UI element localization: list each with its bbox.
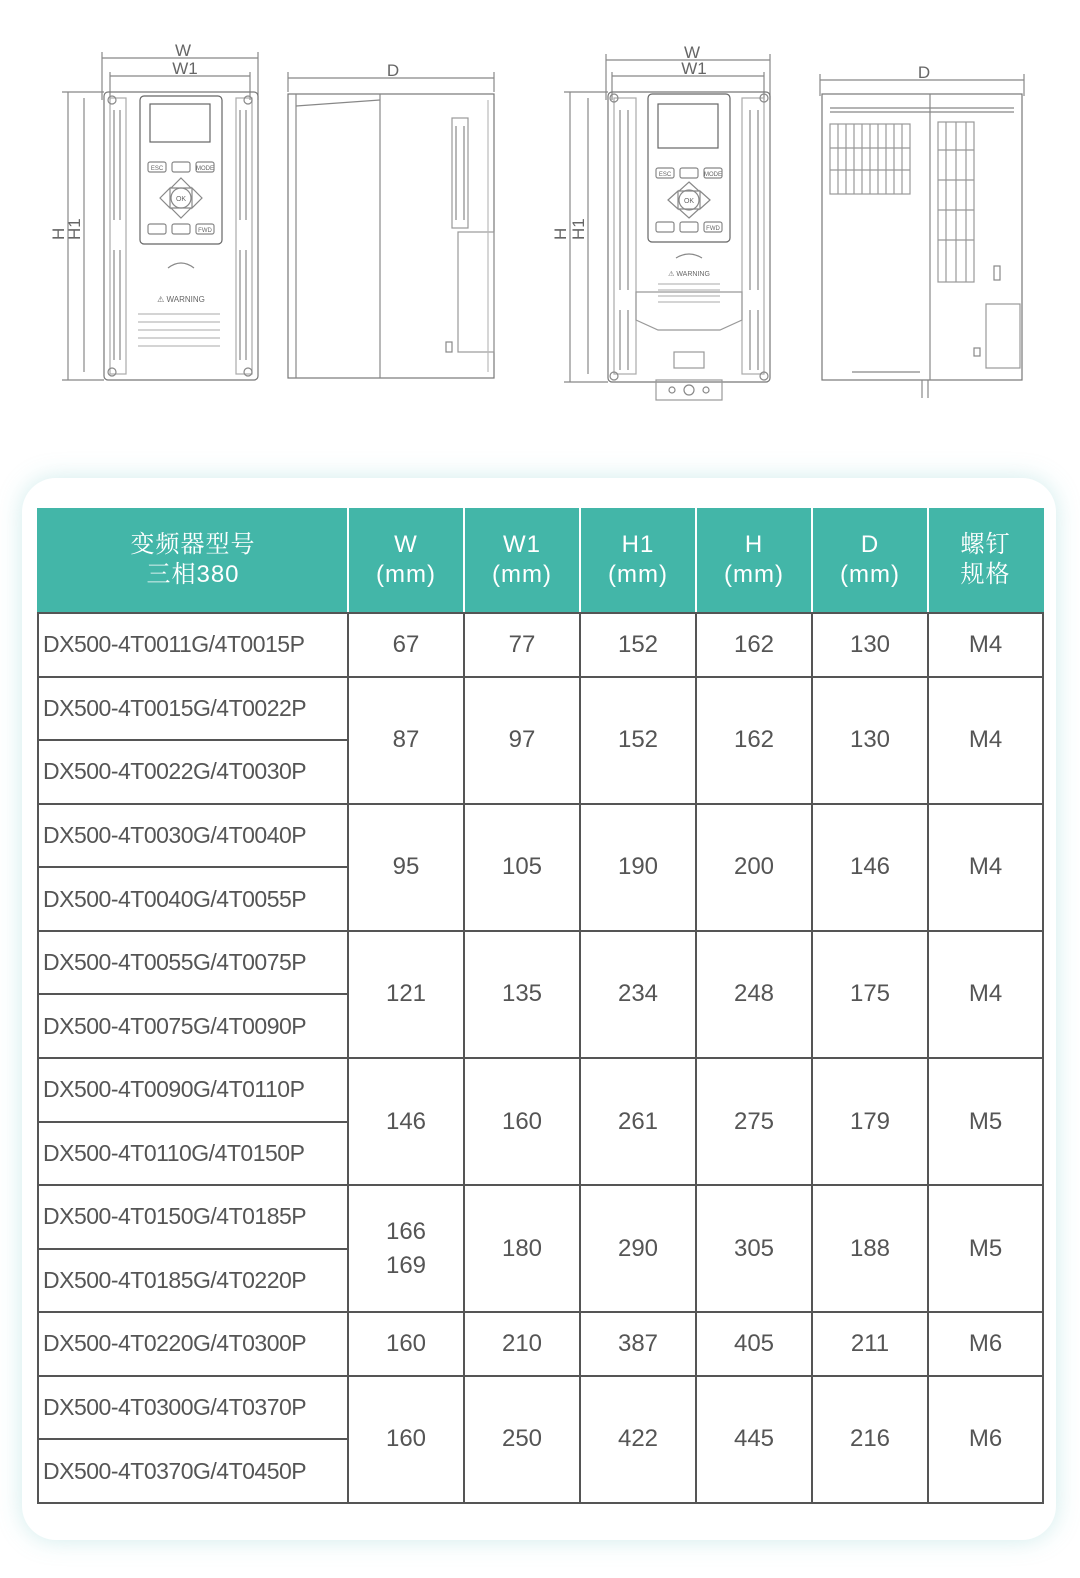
dim-w1-label: W1 — [172, 59, 198, 78]
w-cell — [348, 677, 464, 804]
model-cell: DX500-4T0075G/4T0090P — [38, 994, 348, 1058]
keypad-esc-label-2: ESC — [658, 172, 672, 178]
h-cell: 200 — [696, 804, 812, 931]
w1-cell: 250 — [464, 1376, 580, 1503]
h-cell: 275 — [696, 1058, 812, 1185]
model-cell: DX500-4T0055G/4T0075P — [38, 931, 348, 995]
header-d — [812, 508, 928, 613]
front-view-small — [49, 41, 258, 380]
header-h-line-1: H — [744, 531, 764, 558]
d-cell: 188 — [812, 1185, 928, 1312]
header-model-line-1: 变频器型号 — [130, 531, 256, 558]
w-cell — [348, 1376, 464, 1503]
header-screw-line-1: 螺钉 — [960, 531, 1011, 558]
header-d-line-2: (mm) — [840, 561, 900, 588]
w-value: 166 — [385, 1217, 427, 1245]
header-w1-line-1: W1 — [503, 531, 541, 558]
header-screw-line-2: 规格 — [960, 561, 1011, 588]
h1-cell: 290 — [580, 1185, 696, 1312]
screw-cell: M5 — [928, 1058, 1043, 1185]
h1-cell: 152 — [580, 677, 696, 804]
header-d-line-1: D — [860, 531, 880, 558]
d-cell: 146 — [812, 804, 928, 931]
model-cell: DX500-4T0011G/4T0015P — [38, 613, 348, 677]
d-cell: 175 — [812, 931, 928, 1058]
d-cell: 211 — [812, 1312, 928, 1376]
model-cell: DX500-4T0040G/4T0055P — [38, 867, 348, 931]
dim-h-label: H — [49, 227, 68, 240]
front-view-large — [551, 43, 770, 400]
h-cell: 405 — [696, 1312, 812, 1376]
w-cell — [348, 1312, 464, 1376]
w-cell — [348, 804, 464, 931]
model-cell: DX500-4T0090G/4T0110P — [38, 1058, 348, 1122]
model-cell: DX500-4T0030G/4T0040P — [38, 804, 348, 868]
h-cell: 162 — [696, 677, 812, 804]
w1-cell: 135 — [464, 931, 580, 1058]
dim-h-label-2: H — [551, 227, 570, 240]
h-cell: 248 — [696, 931, 812, 1058]
h1-cell: 261 — [580, 1058, 696, 1185]
w1-cell: 160 — [464, 1058, 580, 1185]
model-cell: DX500-4T0220G/4T0300P — [38, 1312, 348, 1376]
w-value: 87 — [392, 726, 420, 754]
screw-cell: M6 — [928, 1312, 1043, 1376]
w-value: 169 — [385, 1251, 427, 1279]
table-row — [38, 1376, 1043, 1440]
header-w-line-1: W — [394, 531, 418, 558]
header-w1-line-2: (mm) — [492, 561, 552, 588]
header-h1-line-2: (mm) — [608, 561, 668, 588]
w1-cell: 210 — [464, 1312, 580, 1376]
w-value: 146 — [385, 1107, 427, 1135]
table-body — [38, 613, 1043, 1503]
w1-cell: 105 — [464, 804, 580, 931]
h1-cell: 234 — [580, 931, 696, 1058]
w-cell — [348, 1058, 464, 1185]
header-h — [696, 508, 812, 613]
header-h-line-2: (mm) — [724, 561, 784, 588]
dim-w-label: W — [174, 41, 192, 60]
keypad-mode-label-2: MODE — [704, 172, 722, 178]
screw-cell: M4 — [928, 931, 1043, 1058]
keypad-ok-label-2: OK — [683, 198, 695, 205]
screw-cell: M5 — [928, 1185, 1043, 1312]
table-row — [38, 1312, 1043, 1376]
dim-h1-label-2: H1 — [569, 218, 588, 240]
w-value: 160 — [385, 1329, 427, 1357]
h-cell: 305 — [696, 1185, 812, 1312]
w-value: 160 — [385, 1425, 427, 1453]
dim-h1-label: H1 — [65, 218, 84, 240]
w-cell — [348, 613, 464, 677]
table-row — [38, 804, 1043, 868]
model-cell: DX500-4T0370G/4T0450P — [38, 1439, 348, 1503]
header-w-line-2: (mm) — [376, 561, 436, 588]
w-cell — [348, 1185, 464, 1312]
header-h1 — [580, 508, 696, 613]
table-row — [38, 1185, 1043, 1249]
dimension-spec-table — [37, 508, 1044, 1504]
model-cell: DX500-4T0015G/4T0022P — [38, 677, 348, 741]
d-cell: 130 — [812, 613, 928, 677]
w-value: 121 — [385, 980, 427, 1008]
model-cell: DX500-4T0110G/4T0150P — [38, 1122, 348, 1186]
w-value: 95 — [392, 853, 420, 881]
h1-cell: 152 — [580, 613, 696, 677]
header-model-line-2: 三相380 — [146, 561, 240, 588]
model-cell: DX500-4T0300G/4T0370P — [38, 1376, 348, 1440]
w1-cell: 180 — [464, 1185, 580, 1312]
keypad-esc-label: ESC — [150, 166, 164, 172]
warning-label: ⚠ WARNING — [157, 295, 205, 304]
d-cell: 216 — [812, 1376, 928, 1503]
screw-cell: M6 — [928, 1376, 1043, 1503]
header-screw — [928, 508, 1043, 613]
h-cell: 162 — [696, 613, 812, 677]
header-w1 — [464, 508, 580, 613]
model-cell: DX500-4T0150G/4T0185P — [38, 1185, 348, 1249]
d-cell: 179 — [812, 1058, 928, 1185]
table-header-row — [38, 508, 1043, 613]
w-cell — [348, 931, 464, 1058]
table-row — [38, 931, 1043, 995]
header-h1-line-1: H1 — [621, 531, 655, 558]
dim-d-label-2: D — [917, 63, 931, 82]
d-cell: 130 — [812, 677, 928, 804]
table-row — [38, 613, 1043, 677]
table-row — [38, 1058, 1043, 1122]
dim-w1-label-2: W1 — [681, 59, 707, 78]
keypad-fwd-label-2: FWD — [706, 226, 720, 232]
h1-cell: 387 — [580, 1312, 696, 1376]
header-model — [38, 508, 348, 613]
keypad-mode-label: MODE — [196, 166, 214, 172]
dim-d-label: D — [386, 61, 400, 80]
w1-cell: 77 — [464, 613, 580, 677]
keypad-fwd-label: FWD — [198, 228, 212, 234]
side-view-large — [820, 63, 1024, 398]
dim-w-label-2: W — [683, 43, 701, 62]
w1-cell: 97 — [464, 677, 580, 804]
model-cell: DX500-4T0022G/4T0030P — [38, 740, 348, 804]
h1-cell: 422 — [580, 1376, 696, 1503]
screw-cell: M4 — [928, 804, 1043, 931]
keypad-ok-label: OK — [175, 196, 187, 203]
header-w — [348, 508, 464, 613]
screw-cell: M4 — [928, 677, 1043, 804]
side-view-small — [288, 61, 494, 378]
dimension-drawings — [0, 0, 1080, 420]
model-cell: DX500-4T0185G/4T0220P — [38, 1249, 348, 1313]
h1-cell: 190 — [580, 804, 696, 931]
w-value: 67 — [392, 630, 420, 658]
table-row — [38, 677, 1043, 741]
screw-cell: M4 — [928, 613, 1043, 677]
h-cell: 445 — [696, 1376, 812, 1503]
warning-label-2: ⚠ WARNING — [668, 271, 710, 278]
